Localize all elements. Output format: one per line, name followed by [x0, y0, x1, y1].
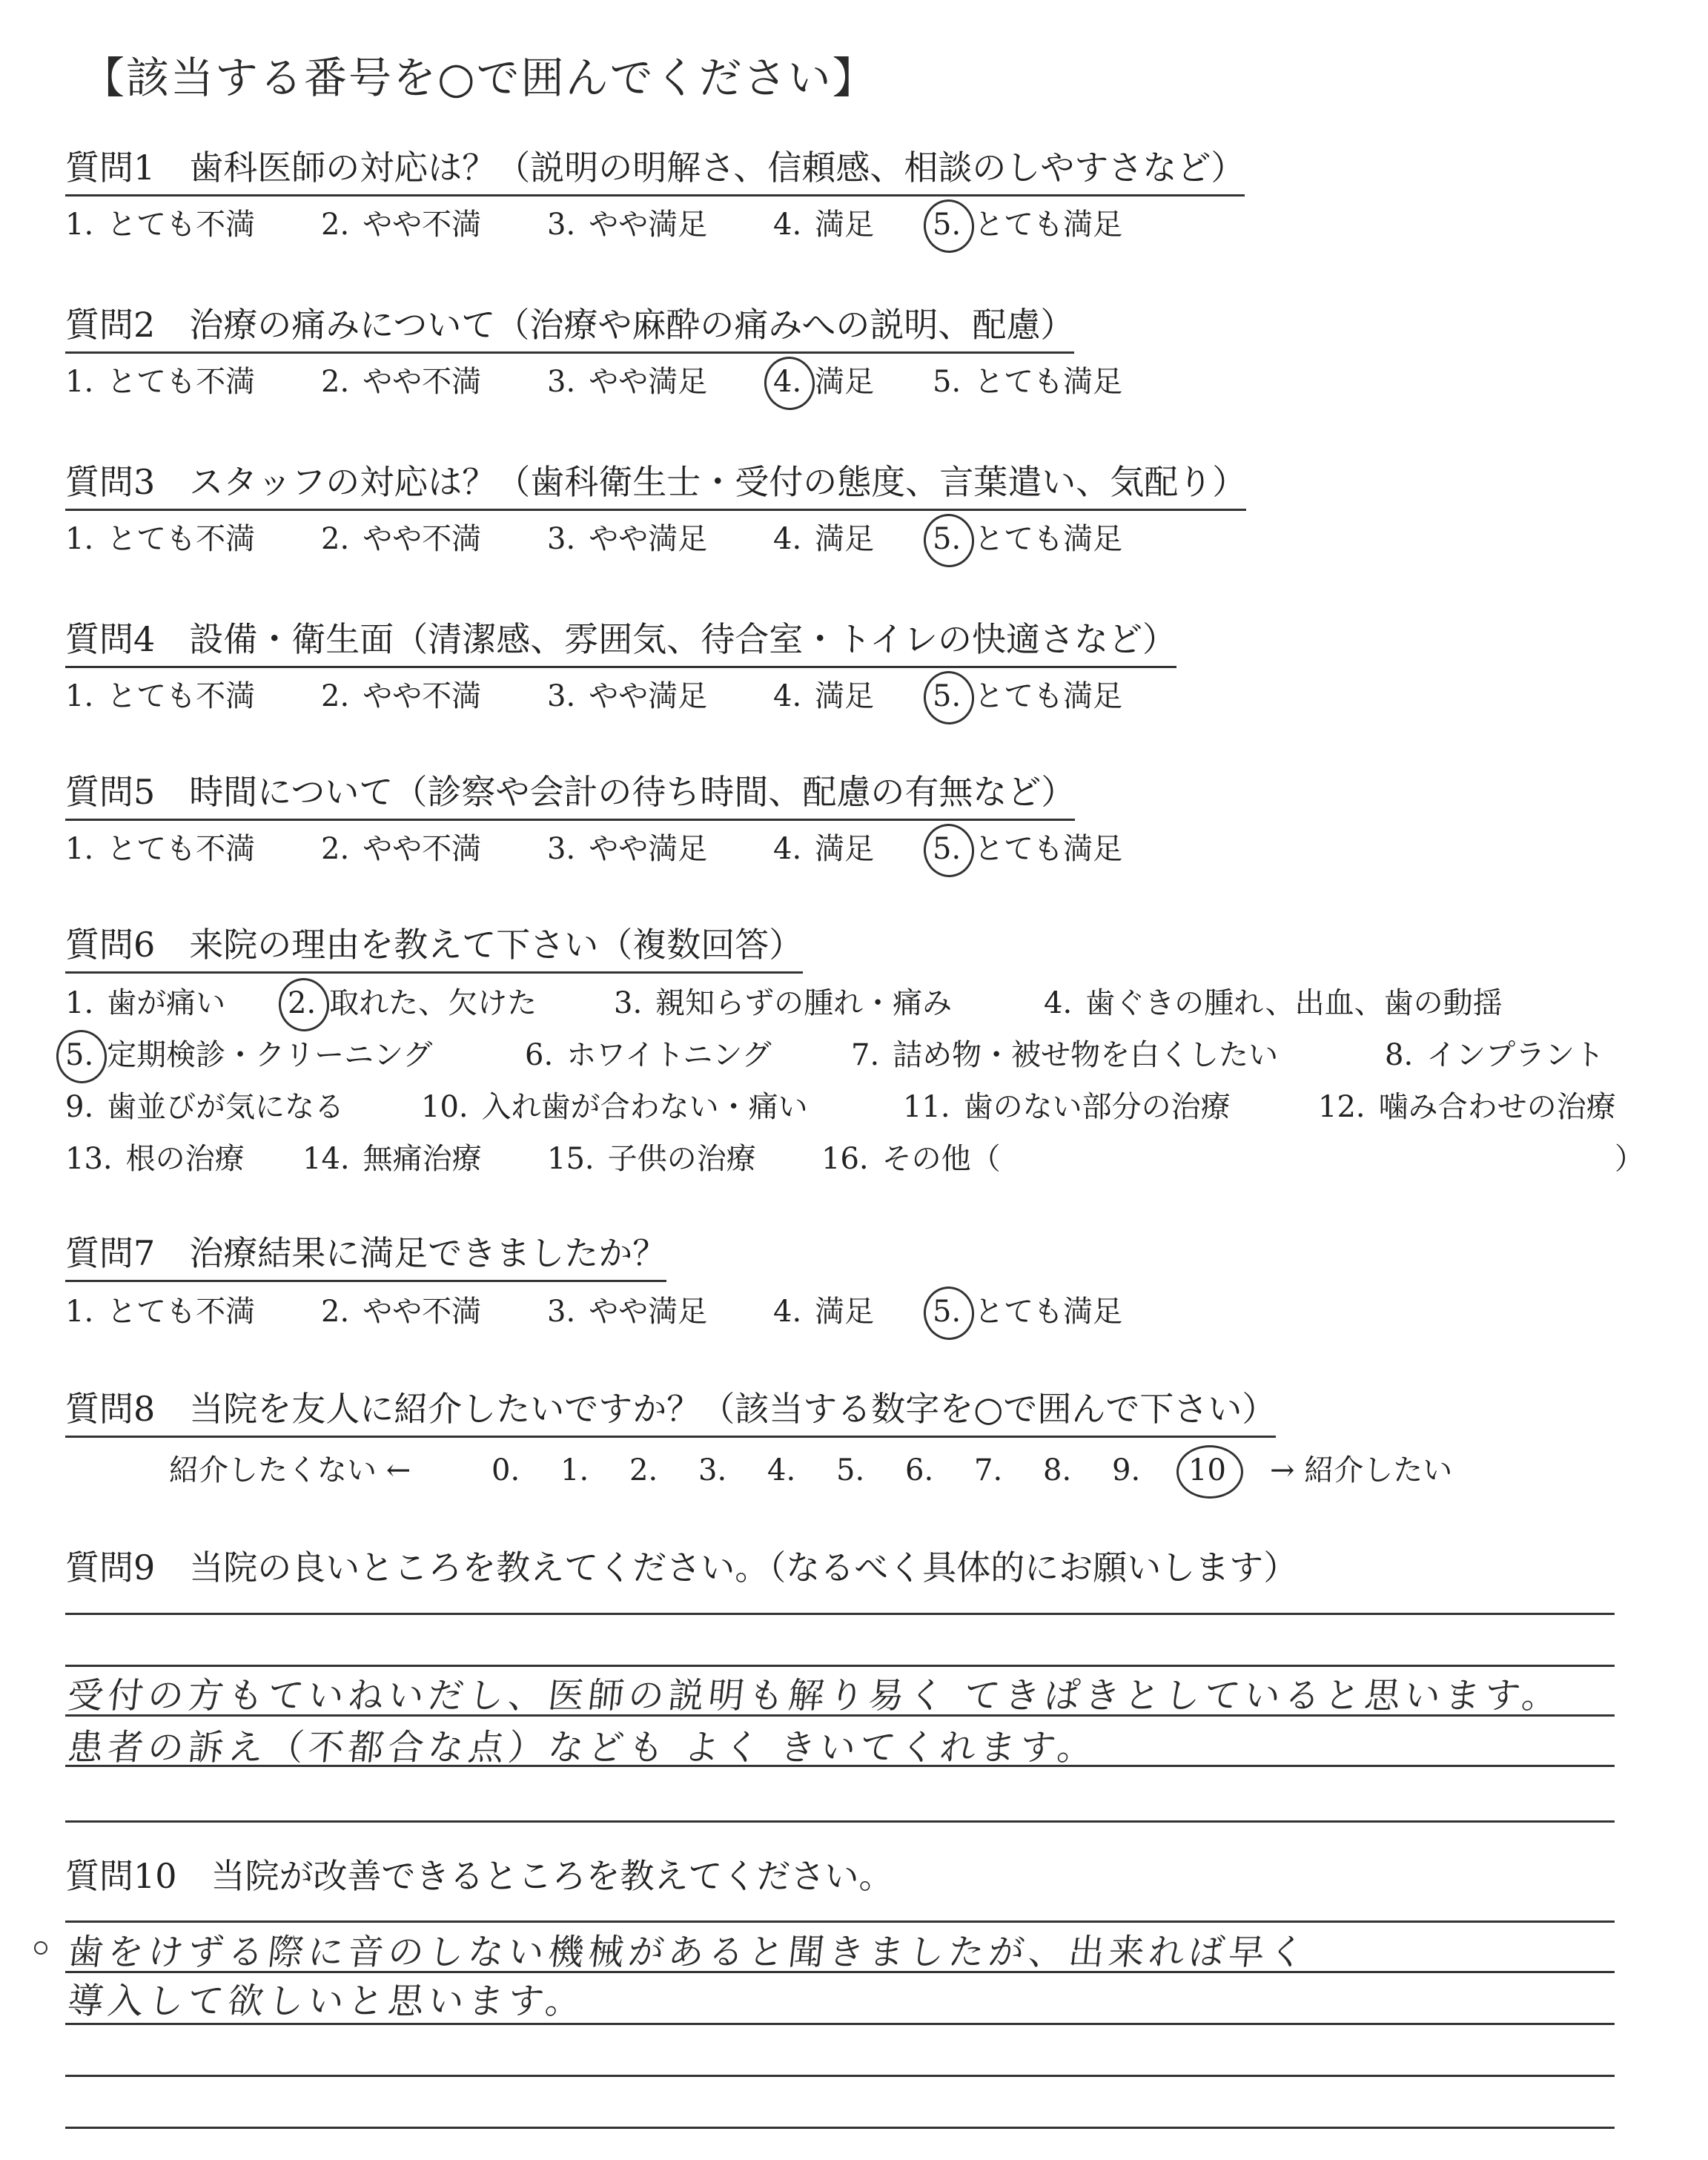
option-label: やや不満 [363, 832, 482, 866]
option-number: 12. [1318, 1090, 1366, 1124]
option-number: 3. [614, 986, 643, 1020]
option-label: やや不満 [363, 522, 482, 556]
option-number: 15. [547, 1142, 595, 1176]
option-label: 子供の治療 [607, 1142, 756, 1176]
option-label: とても不満 [107, 522, 256, 556]
option-label: やや不満 [363, 365, 482, 399]
option-label: やや不満 [363, 679, 482, 713]
q8-scale-0[interactable]: 0. [491, 1453, 520, 1487]
option-label: 入れ歯が合わない・痛い [481, 1090, 808, 1124]
question-9-title: 質問9 当院の良いところを教えてください。（なるべく具体的にお願いします） [65, 1548, 1298, 1588]
option-number: 4. [1044, 986, 1073, 1020]
question-6-title: 質問6 来院の理由を教えて下さい（複数回答） [65, 922, 803, 974]
answer-line [65, 1920, 1615, 1923]
option-label: やや満足 [589, 208, 708, 242]
option-number: 1. [65, 832, 94, 866]
option-label: とても不満 [107, 679, 256, 713]
option-label: 歯ぐきの腫れ、出血、歯の動揺 [1085, 986, 1503, 1020]
option-number: 3. [547, 522, 576, 556]
option-label: 根の治療 [125, 1142, 245, 1176]
option-label: 取れた、欠けた [329, 986, 537, 1020]
option-number: 2. [321, 365, 350, 399]
option-number: 2. [321, 208, 350, 242]
option-label: 満足 [815, 522, 875, 556]
option-label: とても満足 [974, 522, 1123, 556]
q9-answer-line-1[interactable]: 受付の方もていねいだし、医師の説明も解り易く てきぱきとしていると思います。 [65, 1675, 1564, 1717]
q1-option-4[interactable] [773, 204, 874, 245]
option-label: やや満足 [589, 1295, 708, 1329]
stray-mark-dot [34, 1941, 47, 1955]
q4-option-3[interactable] [547, 676, 707, 717]
q6-option-6[interactable] [525, 1034, 772, 1076]
option-number: 4. [773, 679, 802, 713]
q6-option-9[interactable] [65, 1086, 344, 1128]
q8-right-label: → 紹介したい [1270, 1453, 1453, 1487]
option-number: 2. [288, 982, 316, 1024]
option-label: 噛み合わせの治療 [1378, 1090, 1616, 1124]
q3-option-5[interactable] [933, 518, 1122, 560]
q8-scale-4[interactable]: 4. [767, 1453, 796, 1487]
option-number: 11. [903, 1090, 950, 1124]
q4-option-5[interactable] [933, 676, 1122, 717]
q2-option-2[interactable] [321, 361, 481, 403]
option-label: 満足 [815, 208, 875, 242]
option-number: 1. [65, 1295, 94, 1329]
question-8-title: 質問8 当院を友人に紹介したいですか？（該当する数字を○で囲んで下さい） [65, 1387, 1276, 1438]
option-label: 満足 [815, 679, 875, 713]
q8-scale-1[interactable]: 1. [560, 1453, 589, 1487]
q5-option-3[interactable] [547, 828, 707, 870]
question-4-title: 質問4 設備・衛生面（清潔感、雰囲気、待合室・トイレの快適さなど） [65, 617, 1176, 668]
q3-option-1[interactable] [65, 518, 255, 560]
option-number: 4. [773, 208, 802, 242]
option-label: 親知らずの腫れ・痛み [655, 986, 953, 1020]
q6-option-1[interactable] [65, 982, 225, 1024]
option-number: 5. [933, 204, 961, 245]
q6-option-13[interactable] [65, 1138, 245, 1180]
question-7-title: 質問7 治療結果に満足できましたか？ [65, 1231, 666, 1282]
q4-option-2[interactable] [321, 676, 481, 717]
q8-scale-7[interactable]: 7. [974, 1453, 1003, 1487]
option-number: 5. [933, 518, 961, 560]
q6-option-16[interactable] [821, 1138, 1001, 1180]
question-1-title: 質問1 歯科医師の対応は？（説明の明解さ、信頼感、相談のしやすさなど） [65, 145, 1245, 196]
option-number: 4. [773, 361, 801, 403]
option-label: とても満足 [974, 365, 1123, 399]
option-number: 5. [933, 1291, 961, 1332]
option-number: 3. [547, 365, 576, 399]
option-number: 14. [302, 1142, 350, 1176]
option-number: 5. [65, 1034, 93, 1076]
option-number: 1. [65, 522, 94, 556]
q5-option-2[interactable] [321, 828, 481, 870]
q2-option-3[interactable] [547, 361, 707, 403]
q7-option-4[interactable] [773, 1291, 874, 1332]
option-label: ホワイトニング [566, 1038, 772, 1072]
question-2-title: 質問2 治療の痛みについて（治療や麻酔の痛みへの説明、配慮） [65, 303, 1074, 354]
option-label: やや満足 [589, 522, 708, 556]
q6-option-10[interactable] [421, 1086, 808, 1128]
q7-option-1[interactable] [65, 1291, 255, 1332]
option-label: 満足 [815, 832, 875, 866]
answer-line [65, 2023, 1615, 2025]
answer-line [65, 1714, 1615, 1717]
q3-option-4[interactable] [773, 518, 874, 560]
option-label: とても満足 [974, 832, 1123, 866]
option-number: 5. [933, 828, 961, 870]
q3-option-3[interactable] [547, 518, 707, 560]
q8-scale-10[interactable]: 10 [1188, 1450, 1226, 1491]
option-number: 8. [1385, 1038, 1414, 1072]
q4-option-4[interactable] [773, 676, 874, 717]
option-label: とても不満 [107, 365, 256, 399]
q7-option-2[interactable] [321, 1291, 481, 1332]
option-label: 無痛治療 [363, 1142, 482, 1176]
option-number: 3. [547, 1295, 576, 1329]
option-label: やや満足 [589, 832, 708, 866]
option-label: やや不満 [363, 208, 482, 242]
q6-option-11[interactable] [903, 1086, 1231, 1128]
option-number: 5. [933, 365, 961, 399]
q5-option-4[interactable] [773, 828, 874, 870]
option-label: やや満足 [589, 679, 708, 713]
option-number: 1. [65, 679, 94, 713]
answer-line [65, 2127, 1615, 2129]
q7-option-5[interactable] [933, 1291, 1122, 1332]
option-number: 2. [321, 1295, 350, 1329]
q6-option-4[interactable] [1044, 982, 1503, 1024]
option-number: 2. [321, 832, 350, 866]
option-label: その他（ [881, 1142, 1001, 1176]
question-5-title: 質問5 時間について（診察や会計の待ち時間、配慮の有無など） [65, 770, 1075, 821]
q8-scale-5[interactable]: 5. [836, 1453, 865, 1487]
q9-answer-line-2[interactable]: 患者の訴え（不都合な点）なども よく きいてくれます。 [65, 1727, 1100, 1768]
option-label: 定期検診・クリーニング [107, 1038, 433, 1072]
q6-option-7[interactable] [851, 1034, 1278, 1076]
q1-option-3[interactable] [547, 204, 707, 245]
option-label: 歯のない部分の治療 [963, 1090, 1231, 1124]
option-number: 7. [851, 1038, 880, 1072]
q5-option-1[interactable] [65, 828, 255, 870]
option-label: 歯が痛い [107, 986, 226, 1020]
q3-option-2[interactable] [321, 518, 481, 560]
option-label: やや満足 [589, 365, 708, 399]
option-number: 3. [547, 208, 576, 242]
q6-option-15[interactable] [547, 1138, 756, 1180]
option-number: 2. [321, 522, 350, 556]
q4-option-1[interactable] [65, 676, 255, 717]
option-number: 3. [547, 832, 576, 866]
option-label: 歯並びが気になる [107, 1090, 345, 1124]
q8-scale-2[interactable]: 2. [629, 1453, 658, 1487]
option-label: 詰め物・被せ物を白くしたい [893, 1038, 1279, 1072]
option-number: 3. [547, 679, 576, 713]
option-number: 1. [65, 986, 94, 1020]
answer-line [65, 1820, 1615, 1823]
option-label: とても満足 [974, 1295, 1123, 1329]
q6-option-12[interactable] [1318, 1086, 1616, 1128]
option-number: 6. [525, 1038, 554, 1072]
q2-option-1[interactable] [65, 361, 255, 403]
option-label: 満足 [815, 1295, 875, 1329]
q1-option-1[interactable] [65, 204, 255, 245]
option-number: 5. [933, 676, 961, 717]
q8-scale-9[interactable]: 9. [1112, 1453, 1141, 1487]
q1-option-5[interactable] [933, 204, 1122, 245]
q10-answer-line-2[interactable]: 導入して欲しいと思います。 [65, 1981, 588, 2022]
q7-option-3[interactable] [547, 1291, 707, 1332]
option-label: とても不満 [107, 208, 256, 242]
option-number: 4. [773, 832, 802, 866]
option-label: 満足 [815, 365, 875, 399]
option-label: やや不満 [363, 1295, 482, 1329]
option-number: 4. [773, 1295, 802, 1329]
option-number: 4. [773, 522, 802, 556]
q10-answer-line-1[interactable]: 歯をけずる際に音のしない機械があると聞きましたが、出来れば早く [65, 1932, 1311, 1973]
q6-option-2[interactable] [288, 982, 537, 1024]
option-number: 13. [65, 1142, 113, 1176]
option-label: インプラント [1426, 1038, 1605, 1072]
option-number: 16. [821, 1142, 869, 1176]
option-label: とても満足 [974, 679, 1123, 713]
option-label: とても不満 [107, 1295, 256, 1329]
option-number: 1. [65, 365, 94, 399]
answer-line [65, 2075, 1615, 2077]
q1-option-2[interactable] [321, 204, 481, 245]
question-3-title: 質問3 スタッフの対応は？（歯科衛生士・受付の態度、言葉遣い、気配り） [65, 460, 1246, 511]
q6-option-8[interactable] [1385, 1034, 1604, 1076]
option-number: 2. [321, 679, 350, 713]
answer-line [65, 1613, 1615, 1615]
q6-option-5[interactable] [65, 1034, 432, 1076]
q2-option-5[interactable] [933, 361, 1122, 403]
q8-scale-6[interactable]: 6. [905, 1453, 934, 1487]
option-number: 10. [421, 1090, 469, 1124]
page-title: 【該当する番号を○で囲んでください】 [82, 53, 877, 103]
q8-left-label: 紹介したくない ← [169, 1453, 411, 1487]
q8-scale-3[interactable]: 3. [698, 1453, 727, 1487]
answer-line [65, 1765, 1615, 1767]
q2-option-4[interactable] [773, 361, 874, 403]
q6-option-14[interactable] [302, 1138, 482, 1180]
q6-option-3[interactable] [614, 982, 952, 1024]
q5-option-5[interactable] [933, 828, 1122, 870]
option-number: 1. [65, 208, 94, 242]
option-number: 9. [65, 1090, 94, 1124]
question-10-title: 質問10 当院が改善できるところを教えてください。 [65, 1856, 893, 1896]
q6-other-close-paren: ） [1615, 1142, 1644, 1176]
option-label: とても不満 [107, 832, 256, 866]
q8-scale-8[interactable]: 8. [1043, 1453, 1072, 1487]
option-label: とても満足 [974, 208, 1123, 242]
